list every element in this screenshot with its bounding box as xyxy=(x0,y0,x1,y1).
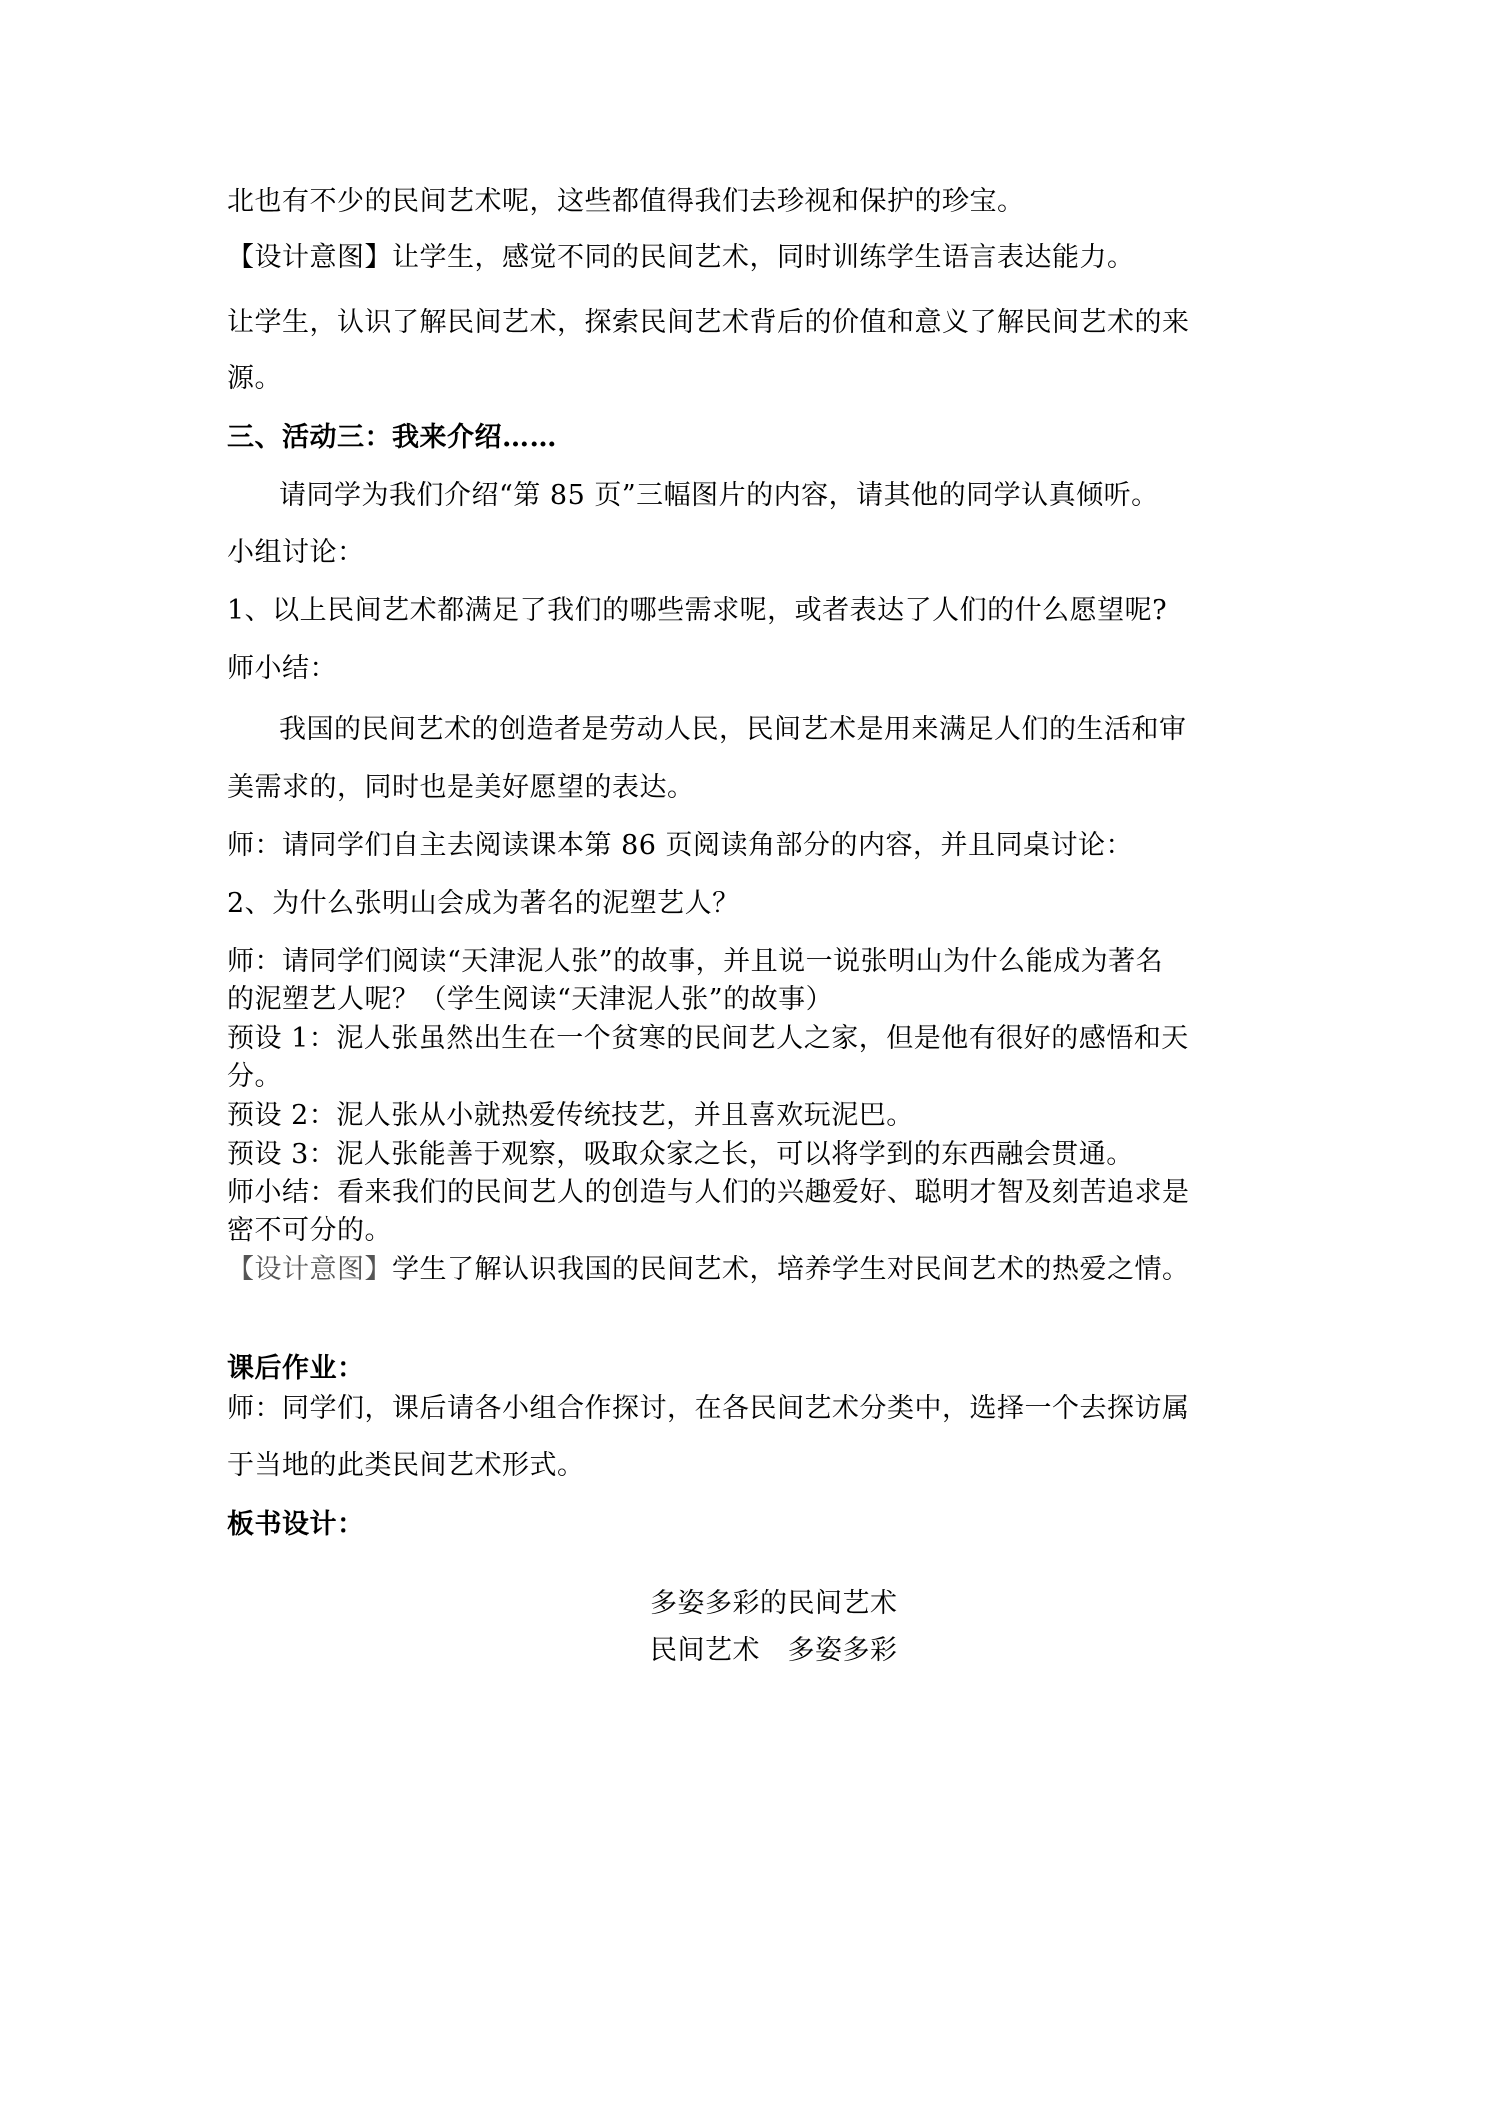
paragraph-line: 小组讨论： xyxy=(227,537,365,568)
paragraph-line: 我国的民间艺术的创造者是劳动人民，民间艺术是用来满足人们的生活和审 xyxy=(279,714,1187,745)
board-subtitle: 民间艺术 多姿多彩 xyxy=(650,1635,898,1666)
design-intent-line xyxy=(227,1253,1190,1287)
paragraph-line: 预设 2：泥人张从小就热爱传统技艺，并且喜欢玩泥巴。 xyxy=(227,1100,914,1131)
paragraph-line: 师：同学们，课后请各小组合作探讨，在各民间艺术分类中，选择一个去探访属 xyxy=(227,1393,1190,1424)
section-heading: 三、活动三：我来介绍…… xyxy=(227,422,557,453)
board-title: 多姿多彩的民间艺术 xyxy=(650,1588,898,1619)
paragraph-line: 师：请同学们阅读“天津泥人张”的故事，并且说一说张明山为什么能成为著名 xyxy=(227,946,1164,977)
paragraph-line: 师小结：看来我们的民间艺人的创造与人们的兴趣爱好、聪明才智及刻苦追求是 xyxy=(227,1177,1190,1208)
paragraph-line: 于当地的此类民间艺术形式。 xyxy=(227,1450,585,1481)
design-intent-line xyxy=(227,241,1135,275)
paragraph-line: 的泥塑艺人呢？（学生阅读“天津泥人张”的故事） xyxy=(227,984,834,1015)
design-intent-label: 【设计意图】 xyxy=(227,1254,392,1285)
board-design-heading: 板书设计： xyxy=(227,1509,365,1540)
homework-heading: 课后作业： xyxy=(227,1353,365,1384)
paragraph-line: 请同学为我们介绍“第 85 页”三幅图片的内容，请其他的同学认真倾听。 xyxy=(279,480,1159,511)
paragraph-line: 源。 xyxy=(227,363,282,394)
paragraph-line: 美需求的，同时也是美好愿望的表达。 xyxy=(227,772,695,803)
question-line: 1、以上民间艺术都满足了我们的哪些需求呢，或者表达了人们的什么愿望呢? xyxy=(227,595,1168,626)
paragraph-line: 师小结： xyxy=(227,653,337,684)
paragraph-line: 让学生，认识了解民间艺术，探索民间艺术背后的价值和意义了解民间艺术的来 xyxy=(227,307,1190,338)
design-intent-label: 【设计意图】 xyxy=(227,242,392,273)
paragraph-line: 预设 1：泥人张虽然出生在一个贫寒的民间艺人之家，但是他有很好的感悟和天 xyxy=(227,1023,1189,1054)
question-line: 2、为什么张明山会成为著名的泥塑艺人？ xyxy=(227,888,740,919)
design-intent-text: 让学生，感觉不同的民间艺术，同时训练学生语言表达能力。 xyxy=(392,242,1135,273)
design-intent-text: 学生了解认识我国的民间艺术，培养学生对民间艺术的热爱之情。 xyxy=(392,1254,1190,1285)
paragraph-line: 师：请同学们自主去阅读课本第 86 页阅读角部分的内容，并且同桌讨论： xyxy=(227,830,1134,861)
paragraph-line: 密不可分的。 xyxy=(227,1215,392,1246)
paragraph-line: 预设 3：泥人张能善于观察，吸取众家之长，可以将学到的东西融会贯通。 xyxy=(227,1139,1134,1170)
paragraph-line: 分。 xyxy=(227,1061,282,1092)
paragraph-line: 北也有不少的民间艺术呢，这些都值得我们去珍视和保护的珍宝。 xyxy=(227,186,1025,217)
